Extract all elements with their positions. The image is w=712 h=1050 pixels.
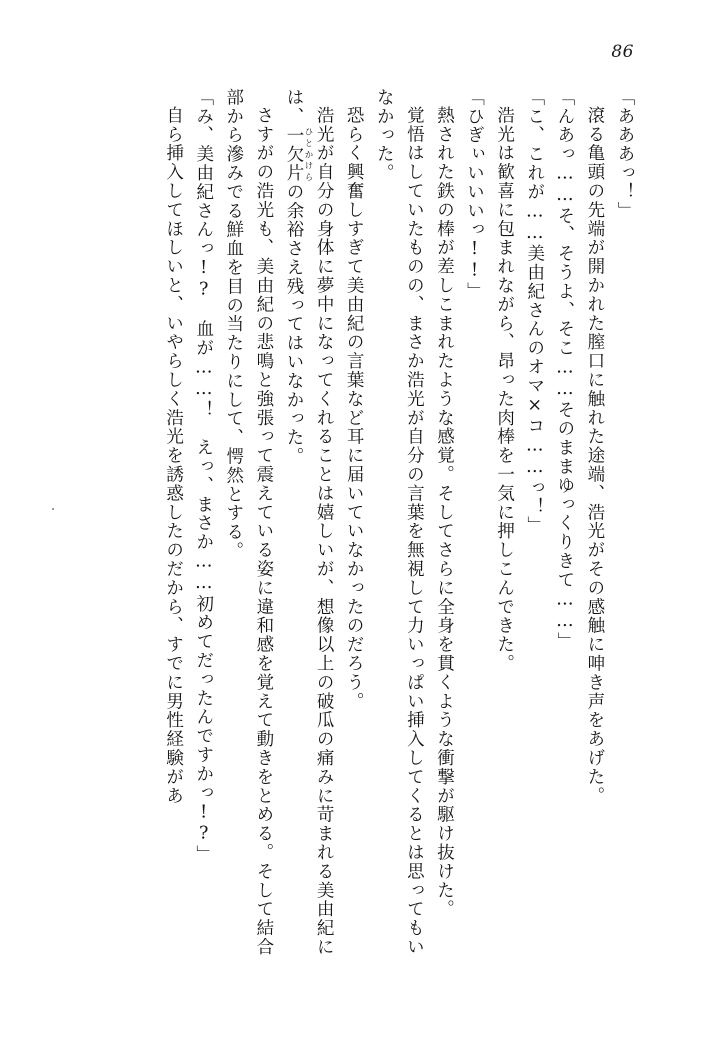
paragraph: 「こ、これが……美由紀さんのオマ×コ……っ！」	[524, 88, 545, 536]
paragraph: 「ひぎぃいいいっ!!」	[464, 88, 485, 301]
paragraph: 「んあっ……そ、そうよ、そこ……そのままゆっくりきて……」	[554, 88, 575, 652]
paragraph: 覚悟はしていたものの、まさか浩光が自分の言葉を無視して力いっぱい挿入してくるとは思ってもいなかった。	[374, 88, 425, 957]
paragraph: さすがの浩光も、美由紀の悲鳴と強張って震えている姿に違和感を覚えて動きをとめる。そして結合部から滲みでる鮮血を目の当たりにして、愕然とする。	[223, 88, 274, 957]
paragraph: 恐らく興奮しすぎて美由紀の言葉など耳に届いていなかったのだろう。	[344, 106, 365, 711]
page-number: 86	[611, 42, 634, 62]
paper-speck	[52, 508, 54, 510]
paragraph: 「み、美由紀さんっ!? 血が……！ えっ、まさか……初めてだったんですかっ!?」	[193, 88, 214, 864]
paragraph-with-ruby: 浩光が自分の身体に夢中になってくれることは嬉しいが、想像以上の破瓜の痛みに苛まれる美由紀には、一欠片 ひとかけらの余裕さえ残ってはいなかった。	[283, 88, 335, 957]
ruby-annotation: 一欠片 ひとかけら	[283, 125, 313, 183]
paragraph: 浩光は歓喜に包まれながら、昂った肉棒を一気に押しこんできた。	[494, 106, 515, 673]
paragraph: 自ら挿入してほしいと、いやらしく浩光を誘惑したのだから、すでに男性経験があ	[163, 106, 184, 806]
body-text	[74, 88, 640, 968]
paragraph: 「あああっ！」	[615, 88, 635, 221]
paragraph: 滾る亀頭の先端が開かれた膣口に触れた途端、浩光がその感触に呻き声をあげた。	[584, 106, 605, 806]
paragraph: 熱された鉄の棒が差しこまれたような感覚。そしてさらに全身を貫くような衝撃が駆け抜けた。	[434, 106, 455, 919]
